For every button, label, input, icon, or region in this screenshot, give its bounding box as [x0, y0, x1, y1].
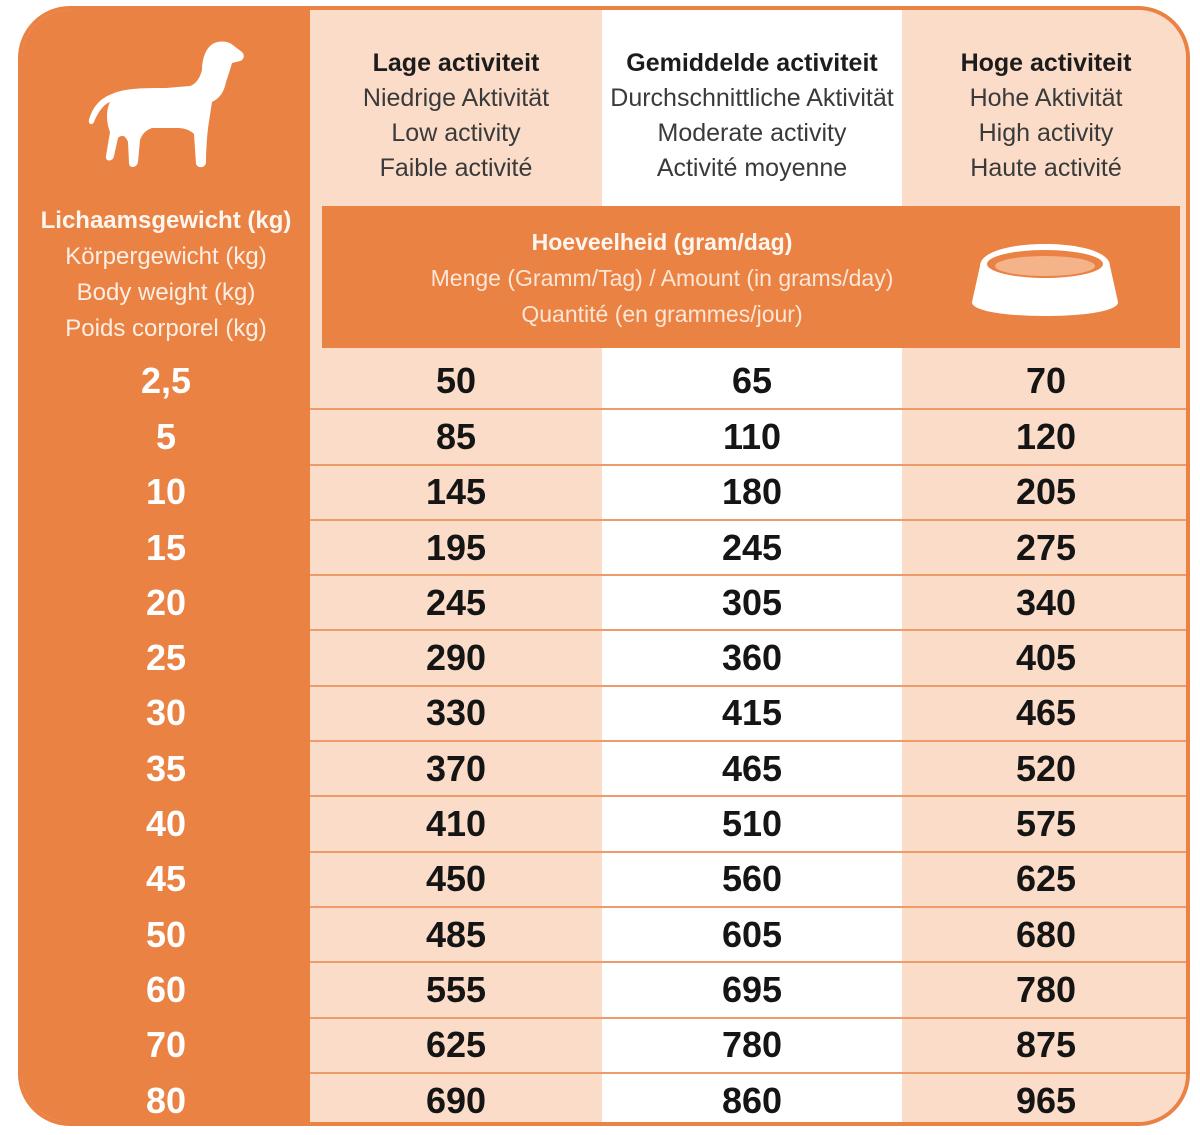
moderate-activity-de: Durchschnittliche Aktivität: [610, 84, 894, 112]
food-bowl-icon: [970, 236, 1120, 318]
high-activity-de: Hohe Aktivität: [969, 84, 1123, 112]
weight-cell: 45: [145, 858, 187, 900]
moderate-activity-en: Moderate activity: [657, 119, 847, 147]
moderate-activity-cell: 695: [721, 968, 783, 1010]
weight-cell: 2,5: [140, 359, 192, 401]
low-activity-header: [310, 46, 602, 186]
table-row: [22, 1072, 1186, 1126]
low-activity-cell: 145: [425, 471, 487, 513]
high-activity-cell: 965: [1015, 1079, 1077, 1121]
weight-cell: 60: [145, 968, 187, 1010]
weight-cell: 15: [145, 526, 187, 568]
amount-header-banner: [322, 206, 1180, 348]
weight-cell: 30: [145, 692, 187, 734]
amount-header-text: [322, 224, 1002, 332]
amount-header-de-en: Menge (Gramm/Tag) / Amount (in grams/day): [430, 265, 894, 291]
low-activity-cell: 485: [425, 913, 487, 955]
table-row: [22, 464, 1186, 519]
high-activity-header: [902, 46, 1190, 186]
moderate-activity-cell: 510: [721, 803, 783, 845]
moderate-activity-cell: 415: [721, 692, 783, 734]
high-activity-cell: 340: [1015, 581, 1077, 623]
moderate-activity-cell: 305: [721, 581, 783, 623]
weight-cell: 40: [145, 803, 187, 845]
body-weight-header: [22, 203, 310, 347]
low-activity-cell: 85: [435, 415, 477, 457]
table-row: [22, 685, 1186, 740]
high-activity-cell: 70: [1025, 359, 1067, 401]
amount-header-nl: Hoeveelheid (gram/dag): [531, 229, 793, 255]
low-activity-cell: 450: [425, 858, 487, 900]
weight-cell: 25: [145, 637, 187, 679]
high-activity-cell: 465: [1015, 692, 1077, 734]
moderate-activity-cell: 360: [721, 637, 783, 679]
low-activity-cell: 195: [425, 526, 487, 568]
low-activity-cell: 625: [425, 1024, 487, 1066]
low-activity-nl: Lage activiteit: [372, 49, 540, 77]
weight-cell: 20: [145, 581, 187, 623]
weight-cell: 10: [145, 471, 187, 513]
moderate-activity-cell: 110: [722, 415, 782, 457]
moderate-activity-nl: Gemiddelde activiteit: [626, 49, 878, 77]
table-row: [22, 851, 1186, 906]
high-activity-en: High activity: [978, 119, 1114, 147]
high-activity-fr: Haute activité: [970, 154, 1122, 182]
high-activity-cell: 520: [1015, 747, 1077, 789]
weight-cell: 35: [145, 747, 187, 789]
table-row: [22, 519, 1186, 574]
high-activity-cell: 625: [1015, 858, 1077, 900]
feeding-table-body: [22, 353, 1186, 1126]
low-activity-cell: 690: [425, 1079, 487, 1121]
low-activity-en: Low activity: [391, 119, 521, 147]
low-activity-de: Niedrige Aktivität: [362, 84, 550, 112]
moderate-activity-cell: 180: [721, 471, 783, 513]
moderate-activity-cell: 245: [721, 526, 783, 568]
moderate-activity-cell: 560: [721, 858, 783, 900]
low-activity-fr: Faible activité: [379, 154, 533, 182]
moderate-activity-fr: Activité moyenne: [656, 154, 848, 182]
weight-header-fr: Poids corporel (kg): [65, 315, 267, 342]
low-activity-cell: 555: [425, 968, 487, 1010]
high-activity-cell: 575: [1015, 803, 1077, 845]
low-activity-cell: 370: [425, 747, 487, 789]
low-activity-cell: 50: [435, 359, 477, 401]
table-row: [22, 1017, 1186, 1072]
weight-cell: 70: [145, 1024, 187, 1066]
high-activity-cell: 680: [1015, 913, 1077, 955]
amount-header-fr: Quantité (en grammes/jour): [521, 301, 803, 327]
high-activity-cell: 780: [1015, 968, 1077, 1010]
weight-header-nl: Lichaamsgewicht (kg): [40, 207, 292, 234]
high-activity-cell: 120: [1015, 415, 1077, 457]
moderate-activity-cell: 65: [731, 359, 773, 401]
high-activity-cell: 405: [1015, 637, 1077, 679]
table-row: [22, 906, 1186, 961]
table-row: [22, 408, 1186, 463]
moderate-activity-cell: 780: [721, 1024, 783, 1066]
table-row: [22, 740, 1186, 795]
table-row: [22, 353, 1186, 408]
moderate-activity-header: [602, 46, 902, 186]
table-row: [22, 574, 1186, 629]
weight-cell: 5: [155, 415, 177, 457]
table-row: [22, 795, 1186, 850]
moderate-activity-cell: 605: [721, 913, 783, 955]
moderate-activity-cell: 860: [721, 1079, 783, 1121]
low-activity-cell: 330: [425, 692, 487, 734]
low-activity-cell: 410: [425, 803, 487, 845]
high-activity-nl: Hoge activiteit: [960, 49, 1132, 77]
weight-cell: 80: [145, 1079, 187, 1121]
low-activity-cell: 290: [425, 637, 487, 679]
feeding-table-card: [18, 6, 1190, 1126]
high-activity-cell: 275: [1015, 526, 1077, 568]
weight-header-de: Körpergewicht (kg): [65, 243, 267, 270]
high-activity-cell: 875: [1015, 1024, 1077, 1066]
table-row: [22, 961, 1186, 1016]
table-row: [22, 629, 1186, 684]
low-activity-cell: 245: [425, 581, 487, 623]
weight-cell: 50: [145, 913, 187, 955]
dog-icon: [86, 38, 246, 172]
moderate-activity-cell: 465: [721, 747, 783, 789]
high-activity-cell: 205: [1015, 471, 1077, 513]
weight-header-en: Body weight (kg): [76, 279, 256, 306]
